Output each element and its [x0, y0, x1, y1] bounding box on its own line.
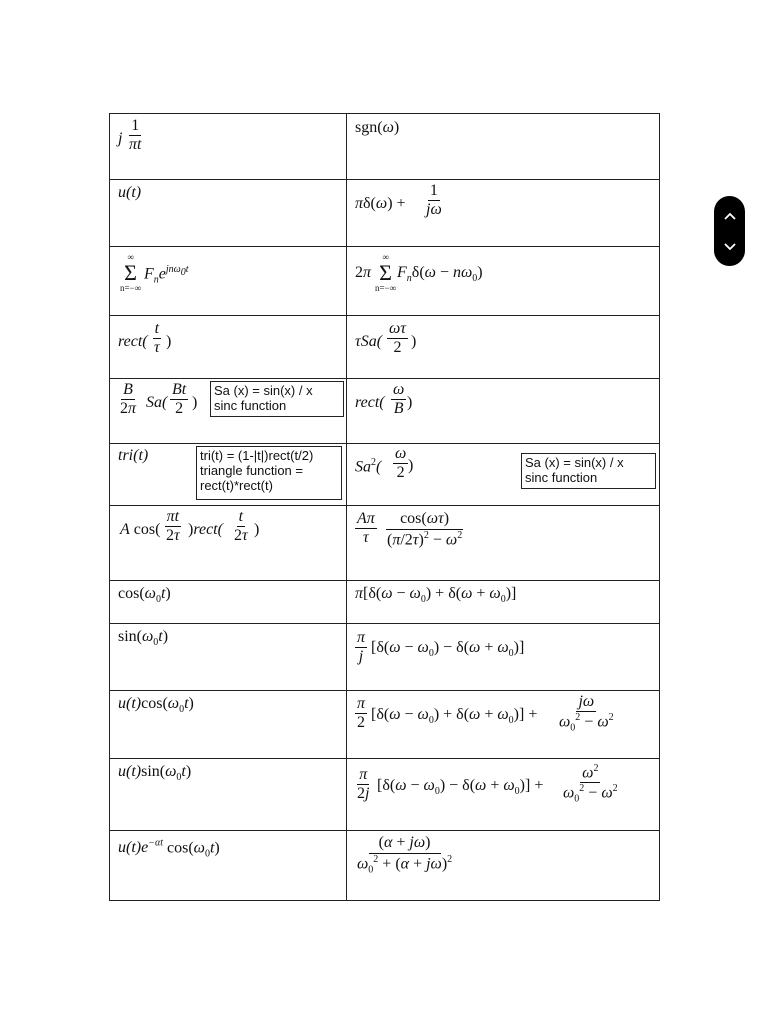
freq-cell: 2π ∞ Σ n=−∞ $F_n\delta(\omega - n\omega_0)$: [347, 247, 660, 316]
table-row: [110, 581, 660, 624]
table-row: [110, 180, 660, 247]
time-cell: $\sin(\omega_0t)$: [110, 624, 347, 691]
sum-upper: ∞: [127, 252, 134, 262]
time-cell: rect( $\frac{t}{\tau}$ ): [110, 316, 347, 379]
scroll-down-button[interactable]: [714, 229, 745, 264]
table-row: [110, 444, 660, 506]
time-cell: $\cos(\omega_0t)$: [110, 581, 347, 624]
scroll-up-button[interactable]: [714, 198, 745, 233]
time-cell: j $\frac{1}{\pi t}$: [110, 114, 347, 180]
sum-lower: n=−∞: [120, 283, 142, 293]
chevron-down-icon: [724, 243, 736, 251]
table-row: [110, 506, 660, 581]
page-scroll-control: [714, 196, 745, 266]
freq-cell: $\frac{\pi}{j}$ $[\delta(\omega - \omega_0) - \delta(\omega + \omega_0)]$: [347, 624, 660, 691]
time-cell: $\frac{B}{2\pi}$ Sa( $\frac{Bt}{2}$ ) Sa (x) = sin(x) / x sinc function: [110, 379, 347, 444]
time-cell: ∞ Σ n=−∞ $F_ne^{jn\omega_0t}$: [110, 247, 347, 316]
table-row: [110, 831, 660, 901]
freq-cell: $\frac{\pi}{2}$ $[\delta(\omega - \omega_0) + \delta(\omega + \omega_0)]$ + $\frac{j\omega}{\omega_0^2 - \omega^2}$: [347, 691, 660, 759]
table-row: [110, 759, 660, 831]
time-cell: u(t): [110, 180, 347, 247]
table-row: [110, 114, 660, 180]
triangle-note: tri(t) = (1-|t|)rect(t/2) triangle function = rect(t)*rect(t): [196, 446, 342, 500]
freq-cell: Sa$^2$( $\frac{\omega}{2}$ ) Sa (x) = sin(x) / x sinc function: [347, 444, 660, 506]
sinc-note-right: Sa (x) = sin(x) / x sinc function: [521, 453, 656, 489]
freq-cell: rect( $\frac{\omega}{B}$ ): [347, 379, 660, 444]
freq-cell: $\frac{A\pi}{\tau}$ $\frac{\cos(\omega\tau)}{(\pi/2\tau)^2 - \omega^2}$: [347, 506, 660, 581]
chevron-up-icon: [724, 212, 736, 220]
freq-cell: $\frac{(\alpha + j\omega)}{\omega_0^2 + (\alpha + j\omega)^2}$: [347, 831, 660, 901]
table-row: [110, 247, 660, 316]
table-row: [110, 624, 660, 691]
table-row: [110, 316, 660, 379]
time-cell: $u(t)\sin(\omega_0t)$: [110, 759, 347, 831]
freq-cell: τSa( $\frac{\omega\tau}{2}$ ): [347, 316, 660, 379]
time-cell: $u(t)e^{-\alpha t}$ $\cos(\omega_0t)$: [110, 831, 347, 901]
time-cell: A cos( $\frac{\pi t}{2\tau}$ )rect( $\frac{t}{2\tau}$ ): [110, 506, 347, 581]
table-row: [110, 379, 660, 444]
fourier-transform-table: [109, 113, 660, 901]
time-cell: $u(t)\cos(\omega_0t)$: [110, 691, 347, 759]
time-cell: tri(t) tri(t) = (1-|t|)rect(t/2) triangle function = rect(t)*rect(t): [110, 444, 347, 506]
sinc-note-left: Sa (x) = sin(x) / x sinc function: [210, 381, 344, 417]
freq-cell: πδ(ω) + $\frac{1}{j\omega}$: [347, 180, 660, 247]
table-row: [110, 691, 660, 759]
freq-cell: sgn(ω): [347, 114, 660, 180]
freq-cell: $\frac{\pi}{2j}$ $[\delta(\omega - \omega_0) - \delta(\omega + \omega_0)]$ + $\frac{\omega^2}{\omega_0^2 - \omega^2}$: [347, 759, 660, 831]
freq-cell: $\pi[\delta(\omega - \omega_0) + \delta(\omega + \omega_0)]$: [347, 581, 660, 624]
